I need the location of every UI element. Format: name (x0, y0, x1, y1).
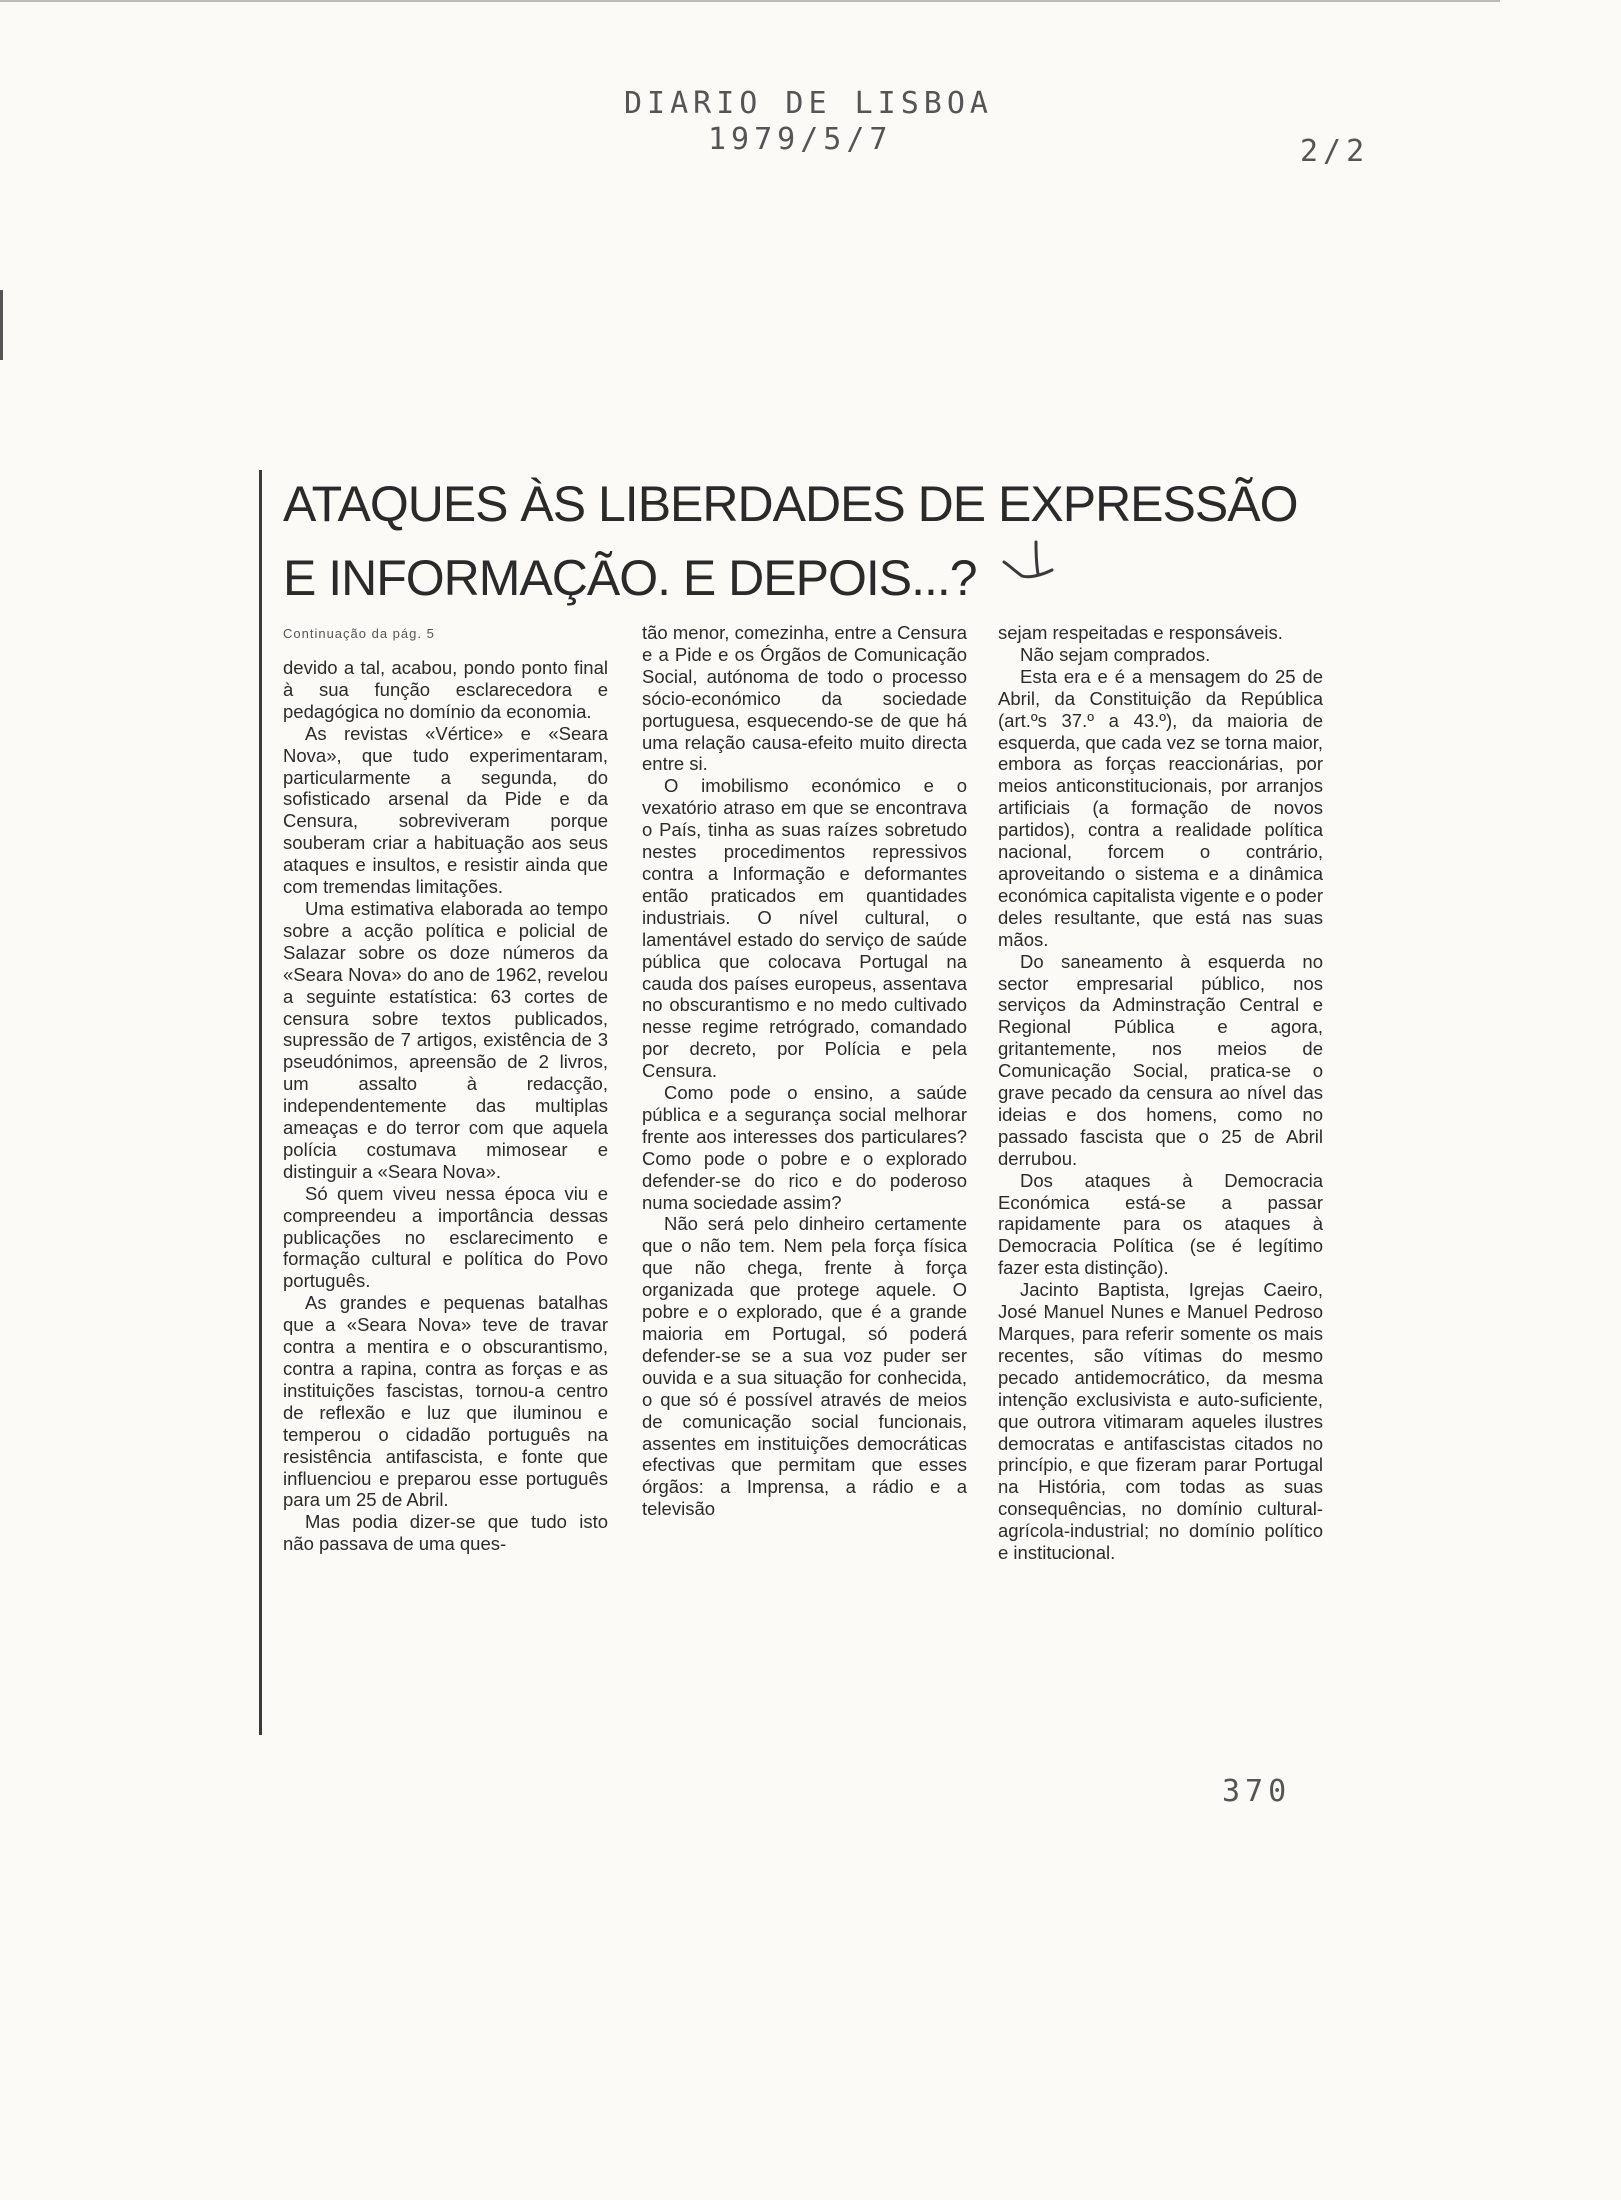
headline-line-1: ATAQUES ÀS LIBERDADES DE EXPRESSÃO (283, 476, 1298, 532)
paragraph: Não será pelo dinheiro certamente que o não tem. Nem pela força física que não chega, frente à força organizada que protege aquele. O pobre e o explorado, que é a grande maioria em Portugal, só poderá defender-se se a sua voz puder ser ouvida e a sua situação for conhecida, o que só é possível através de meios de comunicação social funcionais, assentes em instituições democráticas efectivas que permitam que esses órgãos: a Imprensa, a rádio e a televisão (642, 1213, 967, 1520)
paragraph: Do saneamento à esquerda no sector empresarial público, nos serviços da Adminstração Central e Regional Pública e agora, gritantemente, nos meios de Comunicação Social, pratica-se o grave pecado da censura ao nível das ideias e dos homens, como no passado fascista que o 25 de Abril derrubou. (998, 950, 1323, 1169)
paragraph: Dos ataques à Democracia Económica está-se a passar rapidamente para os ataques à Democracia Política (se é legítimo fazer esta distinção). (998, 1169, 1323, 1279)
paragraph: O imobilismo económico e o vexatório atraso em que se encontrava o País, tinha as suas raízes sobretudo nestes procedimentos repressivos contra a Informação e deformantes então praticados em quantidades industriais. O nível cultural, o lamentável estado do serviço de saúde pública que colocava Portugal na cauda dos países europeus, assentava no obscurantismo e no medo cultivado nesse regime retrógrado, comandado por decreto, por Polícia e pela Censura. (642, 775, 967, 1082)
scan-top-edge (0, 0, 1500, 2)
scan-edge-mark (0, 290, 3, 360)
paragraph: Jacinto Baptista, Igrejas Caeiro, José Manuel Nunes e Manuel Pedroso Marques, para referir somente os mais recentes, são vítimas do mesmo pecado antidemocrático, da mesma intenção exclusivista e auto-suficiente, que outrora vitimaram aqueles ilustres democratas e antifascistas citados no princípio, e que fizeram parar Portugal na História, com todas as suas consequências, no domínio cultural-agrícola-industrial; no domínio político e institucional. (998, 1279, 1323, 1564)
archive-number-stamp: 370 (1222, 1774, 1292, 1809)
paragraph: Uma estimativa elaborada ao tempo sobre a acção política e policial de Salazar sobre os doze números da «Seara Nova» do ano de 1962, revelou a seguinte estatística: 63 cortes de censura sobre textos publicados, supressão de 7 artigos, existência de 3 pseudónimos, apreensão de 2 livros, um assalto à redacção, independentemente das multiplas ameaças e do terror com que aquela polícia costumava mimosear e distinguir a «Seara Nova». (283, 897, 608, 1182)
paragraph: Esta era e é a mensagem do 25 de Abril, da Constituição da República (art.ºs 37.º a 43.º), da maioria de esquerda, que cada vez se torna maior, embora as forças reaccionárias, por meios anticonstitucionais, por arranjos artificiais (a formação de novos partidos), contra a realidade política nacional, forcem o contrário, aproveitando o sistema e a dinâmica económica capitalista vigente e o poder deles resultante, que está nas suas mãos. (998, 665, 1323, 950)
newspaper-stamp: DIARIO DE LISBOA (624, 86, 993, 121)
page-fraction-stamp: 2/2 (1300, 134, 1370, 169)
paragraph: Como pode o ensino, a saúde pública e a segurança social melhorar frente aos interesses dos particulares? Como pode o pobre e o explorado defender-se do rico e do poderoso numa sociedade assim? (642, 1082, 967, 1213)
clipping-left-rule (259, 470, 262, 1735)
paragraph: As revistas «Vértice» e «Seara Nova», que tudo experimentaram, particularmente a segunda, do sofisticado arsenal da Pide e da Censura, sobreviveram porque souberam criar a habituação aos seus ataques e insultos, e resistir ainda que com tremendas limitações. (283, 722, 608, 898)
paragraph: Não sejam comprados. (1020, 643, 1211, 665)
article-column-1 (283, 657, 608, 1782)
continuation-note: Continuação da pág. 5 (283, 626, 435, 641)
paragraph: As grandes e pequenas batalhas que a «Seara Nova» teve de travar contra a mentira e o obscurantismo, contra a rapina, contra as forças e as instituições fascistas, tornou-a centro de reflexão e luz que iluminou e temperou o cidadão português na resistência antifascista, e fonte que influenciou e preparou esse português para um 25 de Abril. (283, 1292, 608, 1511)
paragraph: Mas podia dizer-se que tudo isto não passava de uma ques- (283, 1511, 608, 1555)
date-stamp: 1979/5/7 (708, 122, 893, 157)
paragraph: tão menor, comezinha, entre a Censura e a Pide e os Órgãos de Comunicação Social, autónoma de todo o processo sócio-económico da sociedade portuguesa, esquecendo-se de que há uma relação causa-efeito muito directa entre si. (642, 622, 967, 775)
handwritten-check-icon (1000, 538, 1060, 586)
paragraph: Só quem viveu nessa época viu e compreendeu a importância dessas publicações no esclarecimento e formação cultural e política do Povo português. (283, 1182, 608, 1292)
article-column-3 (998, 622, 1323, 1747)
article-column-2 (642, 622, 967, 1747)
paragraph: devido a tal, acabou, pondo ponto final à sua função esclarecedora e pedagógica no domínio da economia. (283, 657, 608, 722)
paragraph: sejam respeitadas e responsáveis. (998, 622, 1283, 643)
headline-line-2: E INFORMAÇÃO. E DEPOIS...? (283, 550, 977, 606)
